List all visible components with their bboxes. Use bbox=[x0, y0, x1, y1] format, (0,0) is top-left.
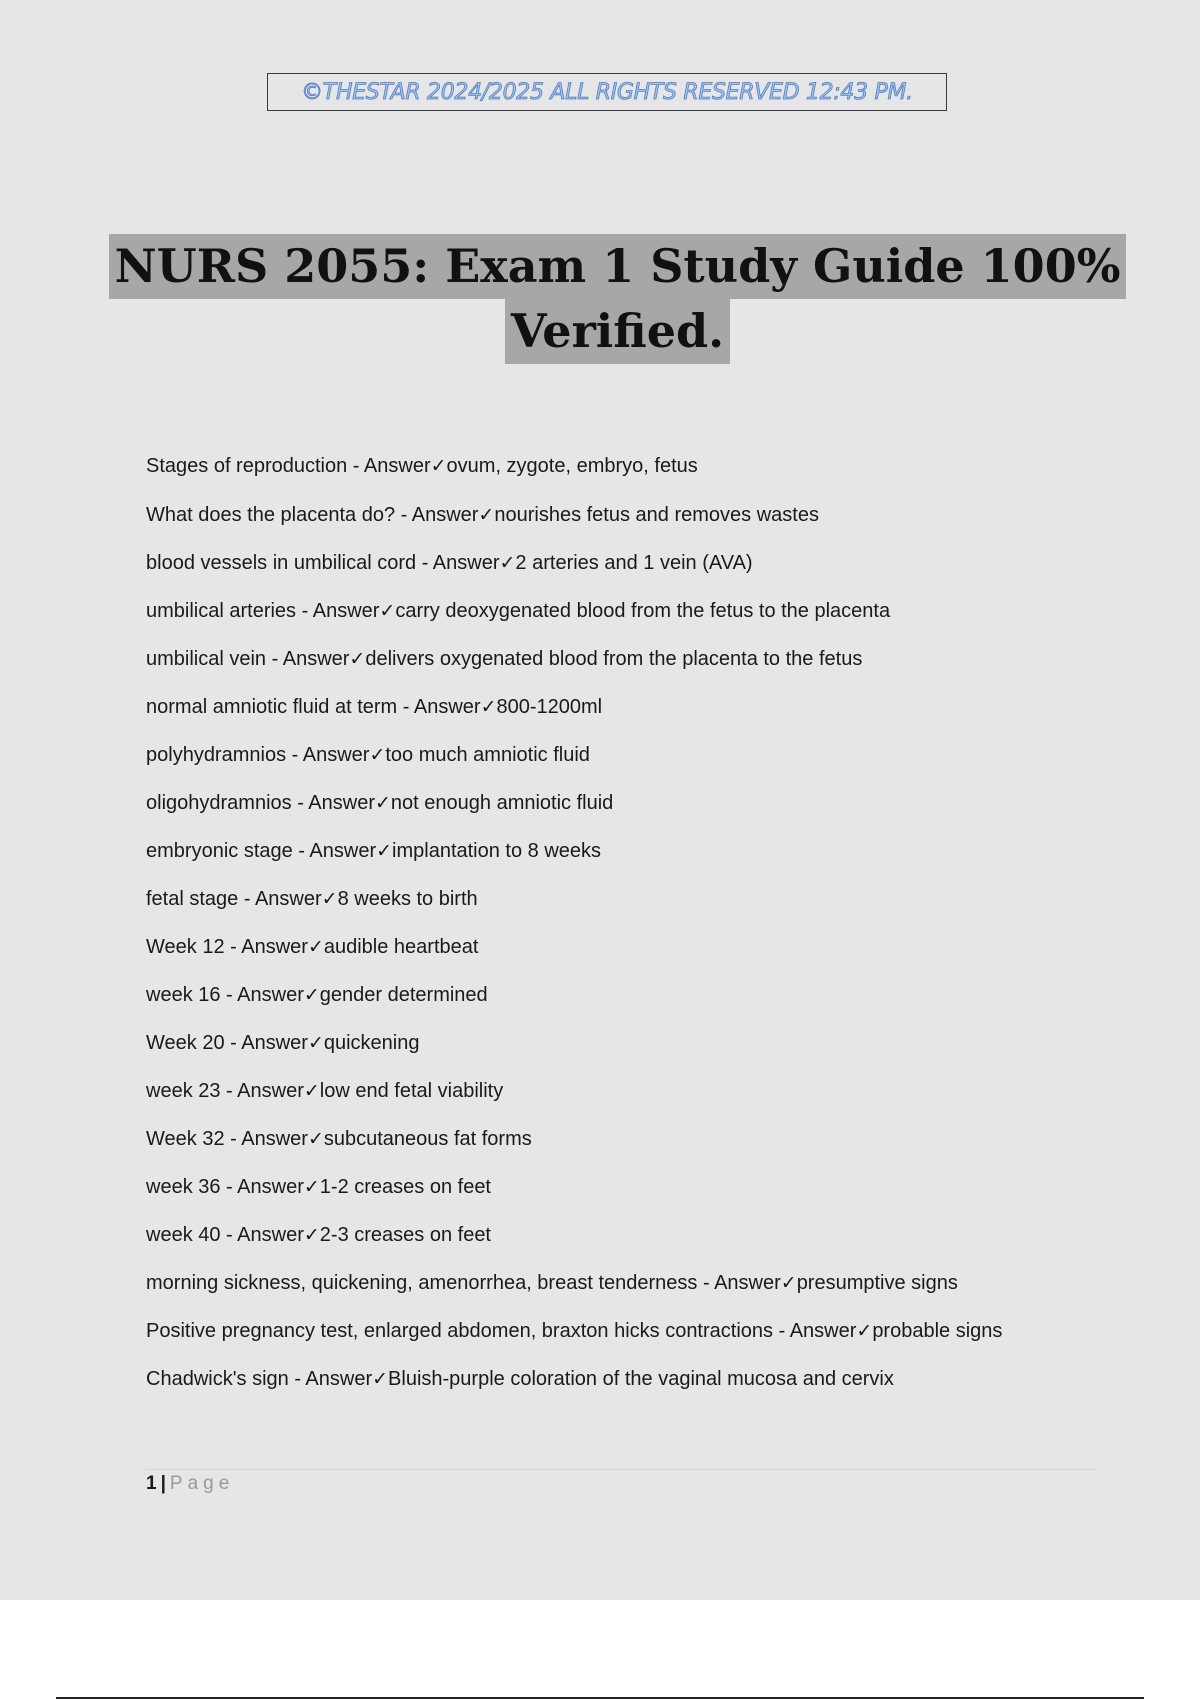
question-text: Week 20 bbox=[146, 1032, 225, 1054]
check-icon: ✓ bbox=[303, 1080, 320, 1102]
answer-text: presumptive signs bbox=[796, 1272, 958, 1294]
answer-text: Bluish-purple coloration of the vaginal mucosa and cervix bbox=[388, 1368, 894, 1390]
answer-text: 2 arteries and 1 vein (AVA) bbox=[515, 552, 753, 574]
answer-separator: - Answer bbox=[266, 648, 350, 670]
page-label: Page bbox=[169, 1473, 235, 1494]
answer-separator: - Answer bbox=[416, 552, 500, 574]
answer-text: implantation to 8 weeks bbox=[392, 840, 602, 862]
question-text: morning sickness, quickening, amenorrhea, breast tenderness bbox=[146, 1272, 698, 1294]
answer-text: 8 weeks to birth bbox=[337, 888, 478, 910]
check-icon: ✓ bbox=[478, 504, 495, 526]
check-icon: ✓ bbox=[307, 1032, 324, 1054]
check-icon: ✓ bbox=[307, 1128, 324, 1150]
qa-item bbox=[146, 981, 1066, 1009]
answer-separator: - Answer bbox=[288, 1368, 373, 1390]
title-line-1: NURS 2055: Exam 1 Study Guide 100% bbox=[109, 234, 1127, 299]
answer-text: quickening bbox=[323, 1032, 420, 1054]
qa-item bbox=[146, 1173, 1066, 1201]
answer-separator: - Answer bbox=[291, 792, 375, 814]
bottom-divider bbox=[56, 1697, 1144, 1699]
answer-separator: - Answer bbox=[347, 455, 431, 477]
answer-text: 800-1200ml bbox=[496, 696, 603, 718]
question-text: Positive pregnancy test, enlarged abdomen, braxton hicks contractions bbox=[146, 1320, 774, 1342]
answer-text: ovum, zygote, embryo, fetus bbox=[446, 455, 698, 477]
qa-item bbox=[146, 1077, 1066, 1105]
qa-item bbox=[146, 1365, 1066, 1393]
answer-separator: - Answer bbox=[395, 504, 479, 526]
qa-item bbox=[146, 1317, 1066, 1345]
answer-text: subcutaneous fat forms bbox=[323, 1128, 532, 1150]
question-text: umbilical arteries bbox=[146, 600, 297, 622]
title-line-2: Verified. bbox=[505, 299, 730, 364]
footer-divider bbox=[146, 1469, 1096, 1470]
page-footer bbox=[146, 1473, 234, 1495]
answer-text: 2-3 creases on feet bbox=[319, 1224, 491, 1246]
check-icon: ✓ bbox=[303, 984, 320, 1006]
check-icon: ✓ bbox=[430, 455, 447, 477]
question-text: normal amniotic fluid at term bbox=[146, 696, 398, 718]
answer-text: probable signs bbox=[872, 1320, 1003, 1342]
qa-list bbox=[146, 452, 1066, 1413]
qa-item bbox=[146, 1269, 1066, 1297]
question-text: Week 32 bbox=[146, 1128, 225, 1150]
answer-text: gender determined bbox=[319, 984, 488, 1006]
answer-separator: - Answer bbox=[773, 1320, 857, 1342]
document-title bbox=[0, 234, 1200, 364]
qa-item bbox=[146, 1221, 1066, 1249]
check-icon: ✓ bbox=[780, 1272, 797, 1294]
qa-item bbox=[146, 645, 1066, 673]
qa-item bbox=[146, 741, 1066, 769]
answer-separator: - Answer bbox=[224, 936, 308, 958]
check-icon: ✓ bbox=[499, 552, 516, 574]
qa-item bbox=[146, 837, 1066, 865]
check-icon: ✓ bbox=[303, 1224, 320, 1246]
check-icon: ✓ bbox=[303, 1176, 320, 1198]
answer-text: delivers oxygenated blood from the placenta to the fetus bbox=[365, 648, 863, 670]
check-icon: ✓ bbox=[307, 936, 324, 958]
qa-item bbox=[146, 693, 1066, 721]
question-text: week 40 bbox=[146, 1224, 221, 1246]
qa-item bbox=[146, 501, 1066, 529]
question-text: week 36 bbox=[146, 1176, 221, 1198]
question-text: week 23 bbox=[146, 1080, 221, 1102]
qa-item bbox=[146, 597, 1066, 625]
answer-separator: - Answer bbox=[397, 696, 481, 718]
qa-item bbox=[146, 549, 1066, 577]
answer-text: too much amniotic fluid bbox=[385, 744, 590, 766]
page-separator: | bbox=[160, 1473, 166, 1494]
check-icon: ✓ bbox=[376, 840, 393, 862]
qa-item bbox=[146, 1125, 1066, 1153]
qa-item bbox=[146, 1029, 1066, 1057]
answer-text: low end fetal viability bbox=[319, 1080, 504, 1102]
answer-separator: - Answer bbox=[224, 1128, 308, 1150]
question-text: Stages of reproduction bbox=[146, 455, 348, 477]
question-text: embryonic stage bbox=[146, 840, 293, 862]
answer-separator: - Answer bbox=[224, 1032, 308, 1054]
check-icon: ✓ bbox=[379, 600, 396, 622]
answer-separator: - Answer bbox=[220, 984, 304, 1006]
answer-separator: - Answer bbox=[220, 1080, 304, 1102]
answer-separator: - Answer bbox=[220, 1224, 304, 1246]
qa-item bbox=[146, 933, 1066, 961]
answer-text: 1-2 creases on feet bbox=[319, 1176, 491, 1198]
copyright-watermark: ©THESTAR 2024/2025 ALL RIGHTS RESERVED 12:43 PM. bbox=[267, 73, 947, 111]
question-text: What does the placenta do? bbox=[146, 504, 396, 526]
answer-text: carry deoxygenated blood from the fetus to the placenta bbox=[395, 600, 891, 622]
qa-item bbox=[146, 789, 1066, 817]
question-text: fetal stage bbox=[146, 888, 239, 910]
question-text: blood vessels in umbilical cord bbox=[146, 552, 417, 574]
qa-item bbox=[146, 452, 1066, 480]
answer-separator: - Answer bbox=[220, 1176, 304, 1198]
answer-separator: - Answer bbox=[296, 600, 380, 622]
answer-separator: - Answer bbox=[292, 840, 377, 862]
check-icon: ✓ bbox=[321, 888, 338, 910]
question-text: Week 12 bbox=[146, 936, 225, 958]
question-text: polyhydramnios bbox=[146, 744, 287, 766]
qa-item bbox=[146, 885, 1066, 913]
check-icon: ✓ bbox=[480, 696, 497, 718]
question-text: umbilical vein bbox=[146, 648, 267, 670]
check-icon: ✓ bbox=[369, 744, 386, 766]
check-icon: ✓ bbox=[856, 1320, 873, 1342]
answer-text: audible heartbeat bbox=[323, 936, 479, 958]
check-icon: ✓ bbox=[372, 1368, 389, 1390]
question-text: oligohydramnios bbox=[146, 792, 292, 814]
answer-separator: - Answer bbox=[697, 1272, 781, 1294]
check-icon: ✓ bbox=[375, 792, 391, 814]
question-text: week 16 bbox=[146, 984, 221, 1006]
question-text: Chadwick's sign bbox=[146, 1368, 289, 1390]
check-icon: ✓ bbox=[349, 648, 366, 670]
answer-separator: - Answer bbox=[286, 744, 370, 766]
answer-text: not enough amniotic fluid bbox=[390, 792, 614, 814]
answer-text: nourishes fetus and removes wastes bbox=[494, 504, 819, 526]
page-number: 1 bbox=[146, 1473, 157, 1494]
answer-separator: - Answer bbox=[238, 888, 322, 910]
